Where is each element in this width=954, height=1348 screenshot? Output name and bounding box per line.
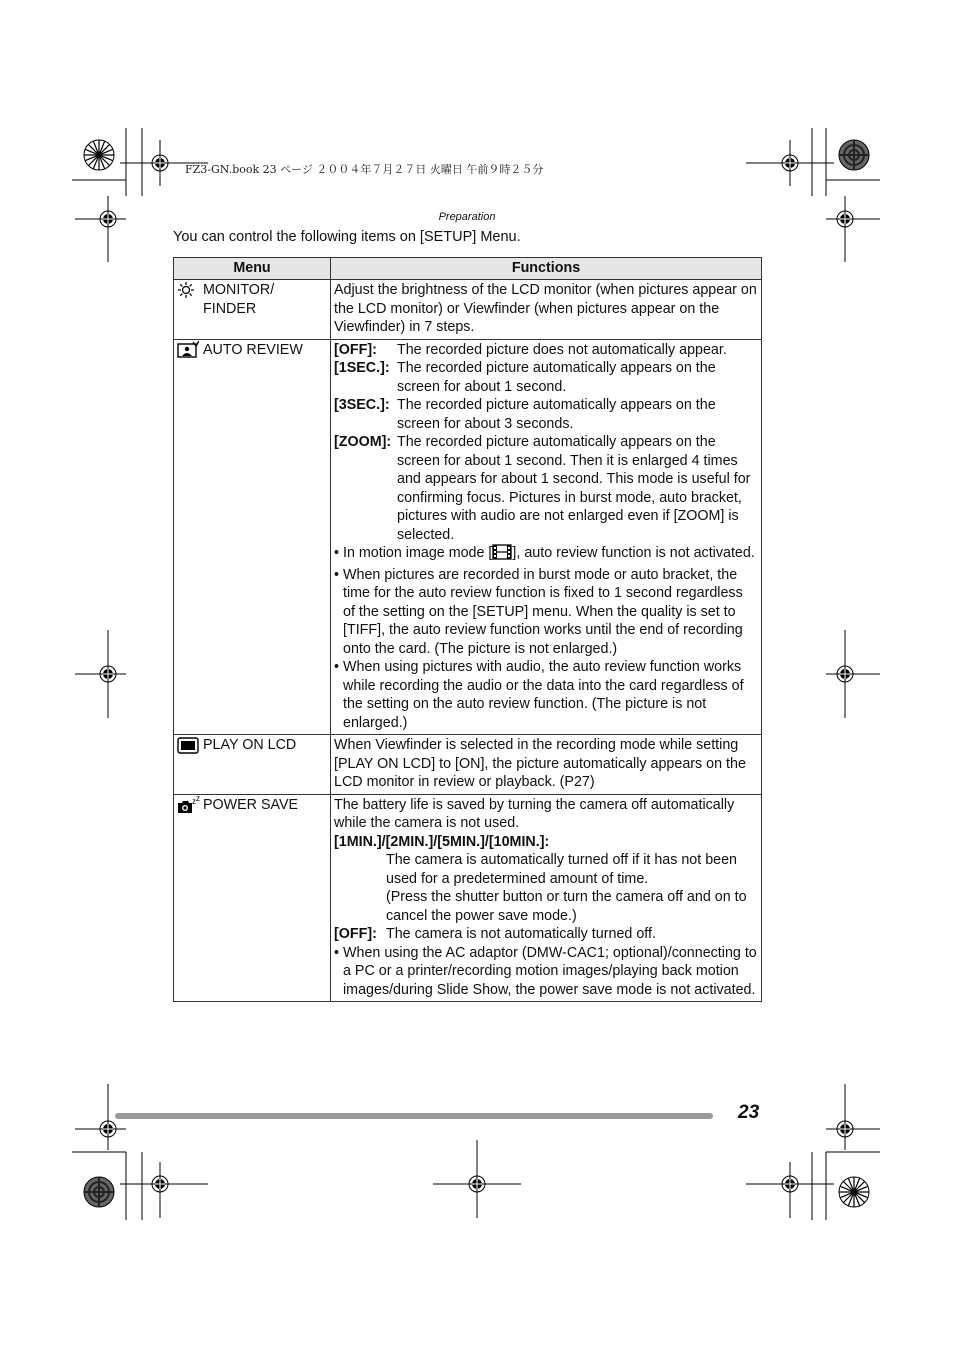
setup-menu-table — [173, 257, 762, 1002]
table-row — [174, 794, 762, 1002]
power-save-intro: The battery life is saved by turning the camera off automatically while the camera is not used. — [334, 796, 735, 831]
auto-review-icon — [177, 341, 203, 359]
table-row — [174, 735, 762, 795]
table-row — [174, 280, 762, 340]
print-header: FZ3-GN.book 23 ページ ２００４年７月２７日 火曜日 午前９時２５分 — [185, 163, 544, 176]
option-off: [OFF]: The recorded picture does not automatically appear. — [334, 341, 727, 358]
brightness-sun-icon — [177, 281, 203, 299]
motion-image-film-icon — [492, 544, 512, 566]
lcd-monitor-icon — [177, 736, 203, 754]
note-motion-image: • In motion image mode [ ], auto review function is not activated. — [334, 544, 758, 566]
note-audio: • When using pictures with audio, the auto review function works while recording the audio or the data into the card regardless of the setting on the auto review function. (The picture is not enlarged.) — [334, 659, 744, 731]
page-footer-bar — [115, 1113, 713, 1119]
play-on-lcd-description: When Viewfinder is selected in the recording mode while setting [PLAY ON LCD] to [ON], the picture automatically appears on the LCD monitor in review or playback. (P27) — [334, 737, 746, 790]
menu-cell-auto-review — [174, 339, 331, 735]
power-save-options-text2: (Press the shutter button or turn the camera off and on to cancel the power save mode.) — [386, 889, 747, 924]
menu-label-monitor: MONITOR/ — [203, 282, 275, 298]
option-zoom: [ZOOM]: The recorded picture automatically appears on the screen for about 1 second. Then it is enlarged 4 times and appears for about 1 second. This mode is useful for confirming focus. Pictures in burst mode, auto bracket, pictures with audio are not enlarged even if [ZOOM] is selected. — [334, 434, 751, 543]
menu-cell-power-save — [174, 794, 331, 1002]
function-cell-auto-review — [331, 339, 762, 735]
function-cell-monitor — [331, 280, 762, 340]
menu-cell-monitor — [174, 280, 331, 340]
function-cell-power-save — [331, 794, 762, 1002]
header-menu: Menu — [174, 258, 331, 280]
power-save-option-off: [OFF]: The camera is not automatically turned off. — [334, 926, 656, 942]
note-ac-adaptor: • When using the AC adaptor (DMW-CAC1; optional)/connecting to a PC or a printer/recording motion images/playing back motion images/during Slide Show, the power save mode is not activated. — [334, 944, 757, 998]
menu-label-auto-review: AUTO REVIEW — [203, 341, 303, 358]
option-3sec: [3SEC.]: The recorded picture automatically appears on the screen for about 3 seconds. — [334, 397, 716, 432]
option-1sec: [1SEC.]: The recorded picture automatically appears on the screen for about 1 second. — [334, 360, 716, 395]
note-burst-mode: • When pictures are recorded in burst mode or auto bracket, the time for the auto review function is fixed to 1 second regardless of the setting on the [SETUP] menu. When the quality is set to [TIFF], the auto review function works until the end of recording onto the card. (The picture is not enlarged.) — [334, 566, 743, 657]
monitor-description: Adjust the brightness of the LCD monitor (when pictures appear on the LCD monitor) or Viewfinder (when pictures appear on the Viewfinder) in 7 steps. — [334, 282, 757, 335]
header-functions: Functions — [331, 258, 762, 280]
page-number: 23 — [738, 1102, 760, 1123]
menu-label-play-on-lcd: PLAY ON LCD — [203, 737, 297, 753]
section-title: Preparation — [438, 211, 496, 223]
intro-text: You can control the following items on [SETUP] Menu. — [173, 229, 521, 245]
svg-text:z: z — [196, 795, 200, 803]
power-save-icon — [177, 796, 203, 814]
power-save-options-text1: The camera is automatically turned off if it has not been used for a predetermined amount of time. — [386, 852, 737, 887]
menu-label-finder: FINDER — [203, 300, 257, 317]
menu-cell-play-on-lcd — [174, 735, 331, 795]
power-save-options-key: [1MIN.]/[2MIN.]/[5MIN.]/[10MIN.]: — [334, 833, 550, 850]
menu-label-power-save: POWER SAVE — [203, 796, 299, 813]
table-row — [174, 339, 762, 735]
svg-text:z: z — [192, 796, 196, 806]
function-cell-play-on-lcd — [331, 735, 762, 795]
table-header-row — [174, 258, 762, 280]
